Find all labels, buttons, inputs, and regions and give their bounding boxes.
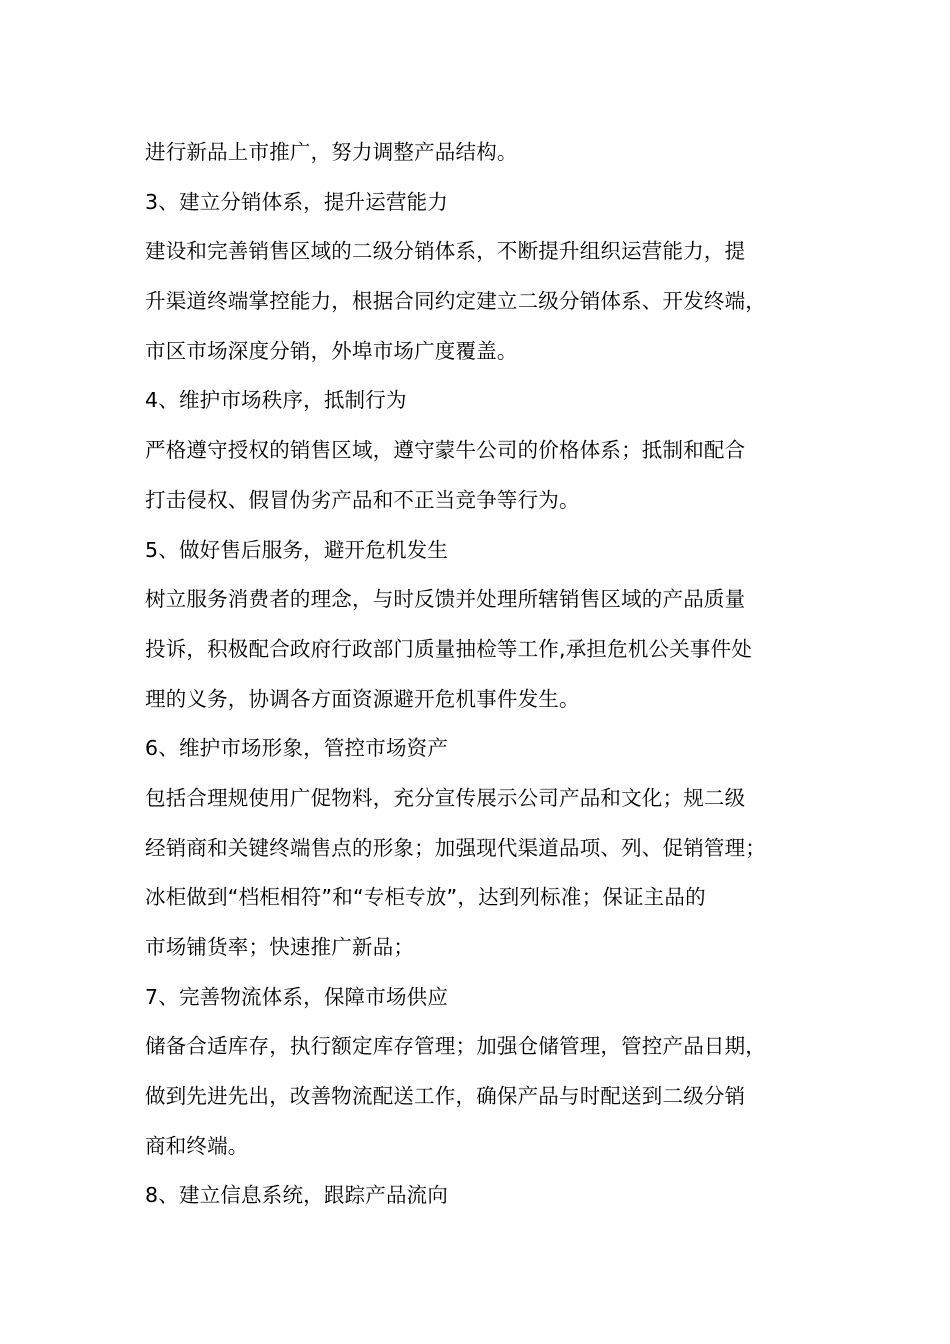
- document-body: [145, 128, 817, 1221]
- body-line: 升渠道终端掌控能力，根据合同约定建立二级分销体系、开发终端，: [145, 289, 766, 314]
- section-heading: 4、维护市场秩序，抵制行为: [145, 388, 407, 413]
- body-line: 商和终端。: [145, 1133, 249, 1158]
- body-line: 做到先进先出，改善物流配送工作，确保产品与时配送到二级分销: [145, 1084, 746, 1109]
- body-line: 建设和完善销售区域的二级分销体系，不断提升组织运营能力，提: [145, 239, 746, 264]
- body-line: 市场铺货率；快速推广新品；: [145, 935, 415, 959]
- section-heading: 5、做好售后服务，避开危机发生: [145, 537, 449, 562]
- section-heading: 6、维护市场形象，管控市场资产: [145, 736, 449, 761]
- section-heading: 3、建立分销体系，提升运营能力: [145, 189, 449, 214]
- body-line: 包括合理规使用广促物料，充分宣传展示公司产品和文化；规二级: [145, 785, 746, 810]
- body-line: 理的义务，协调各方面资源避开危机事件发生。: [145, 686, 580, 711]
- body-line: 打击侵权、假冒伪劣产品和不正当竞争等行为。: [145, 487, 580, 512]
- body-line: 经销商和关键终端售点的形象；加强现代渠道品项、列、促销管理；: [145, 835, 766, 860]
- body-line: 冰柜做到“档柜相符”和“专柜专放”，达到列标准；保证主品的: [145, 885, 706, 910]
- body-line: 树立服务消费者的理念，与时反馈并处理所辖销售区域的产品质量: [145, 587, 746, 612]
- section-heading: 8、建立信息系统，跟踪产品流向: [145, 1183, 449, 1208]
- body-line: 投诉，积极配合政府行政部门质量抽检等工作,承担危机公关事件处: [145, 636, 753, 661]
- body-line: 严格遵守授权的销售区域，遵守蒙牛公司的价格体系；抵制和配合: [145, 438, 746, 463]
- body-line: 市区市场深度分销，外埠市场广度覆盖。: [145, 338, 518, 363]
- body-line: 进行新品上市推广，努力调整产品结构。: [145, 140, 518, 164]
- section-heading: 7、完善物流体系，保障市场供应: [145, 984, 449, 1009]
- body-line: 储备合适库存，执行额定库存管理；加强仓储管理，管控产品日期，: [145, 1034, 766, 1059]
